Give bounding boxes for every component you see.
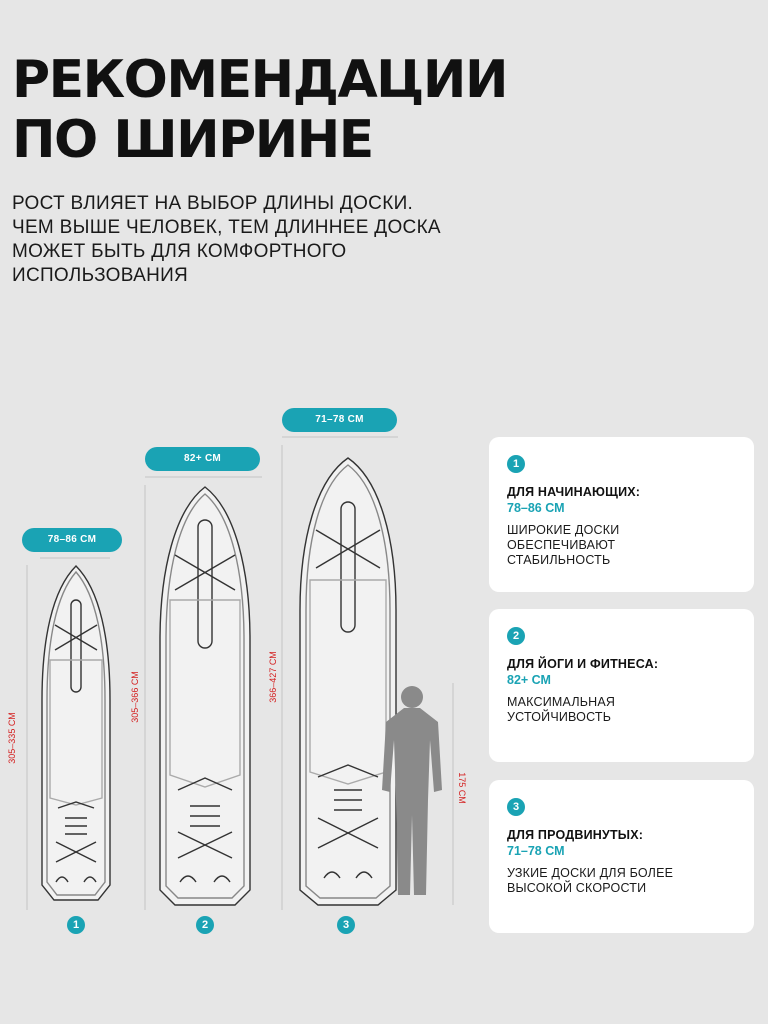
- card-description-line: ВЫСОКОЙ СКОРОСТИ: [507, 881, 647, 895]
- card-description-line: ШИРОКИЕ ДОСКИ: [507, 523, 620, 537]
- board-1-drawing: [42, 566, 110, 900]
- card-description-line: МАКСИМАЛЬНАЯ: [507, 695, 616, 709]
- card-description-line: ОБЕСПЕЧИВАЮТ: [507, 538, 616, 552]
- card-number-badge: 1: [507, 455, 525, 473]
- title-line-1: РЕКОМЕНДАЦИИ: [12, 50, 507, 110]
- person-height-label: 175 СМ: [457, 772, 467, 804]
- card-description: [507, 866, 742, 896]
- board-1-width-pill: 78–86 СМ: [22, 528, 122, 552]
- card-size: 78–86 СМ: [507, 501, 565, 515]
- title-line-2: ПО ШИРИНЕ: [12, 110, 373, 170]
- info-card-advanced: [489, 780, 754, 933]
- card-description: [507, 523, 742, 568]
- card-heading: ДЛЯ ПРОДВИНУТЫХ:: [507, 828, 644, 842]
- board-1-number-badge: 1: [67, 916, 85, 934]
- card-number-badge: 3: [507, 798, 525, 816]
- board-2-drawing: [160, 487, 250, 905]
- board-2-number-badge: 2: [196, 916, 214, 934]
- subtitle-line: ЧЕМ ВЫШЕ ЧЕЛОВЕК, ТЕМ ДЛИННЕЕ ДОСКА: [12, 217, 441, 238]
- card-description-line: УЗКИЕ ДОСКИ ДЛЯ БОЛЕЕ: [507, 866, 674, 880]
- board-2-width-pill: 82+ СМ: [145, 447, 260, 471]
- card-size: 71–78 СМ: [507, 844, 565, 858]
- card-size: 82+ СМ: [507, 673, 551, 687]
- card-description-line: УСТОЙЧИВОСТЬ: [507, 710, 612, 724]
- board-2-length-label: 305–366 СМ: [130, 671, 140, 723]
- board-1-length-label: 305–335 СМ: [7, 712, 17, 764]
- board-3-width-pill: 71–78 СМ: [282, 408, 397, 432]
- card-heading: ДЛЯ ЙОГИ И ФИТНЕСА:: [507, 657, 659, 671]
- card-heading: ДЛЯ НАЧИНАЮЩИХ:: [507, 485, 641, 499]
- card-description-line: СТАБИЛЬНОСТЬ: [507, 553, 611, 567]
- board-3-length-label: 366–427 СМ: [268, 651, 278, 703]
- subtitle-line: РОСТ ВЛИЯЕТ НА ВЫБОР ДЛИНЫ ДОСКИ.: [12, 193, 414, 214]
- card-number-badge: 2: [507, 627, 525, 645]
- board-3-drawing: [300, 458, 396, 905]
- card-description: [507, 695, 742, 725]
- subtitle-line: МОЖЕТ БЫТЬ ДЛЯ КОМФОРТНОГО: [12, 241, 347, 262]
- info-card-yoga-fitness: [489, 609, 754, 762]
- info-card-beginners: [489, 437, 754, 592]
- board-3-number-badge: 3: [337, 916, 355, 934]
- subtitle-line: ИСПОЛЬЗОВАНИЯ: [12, 265, 189, 286]
